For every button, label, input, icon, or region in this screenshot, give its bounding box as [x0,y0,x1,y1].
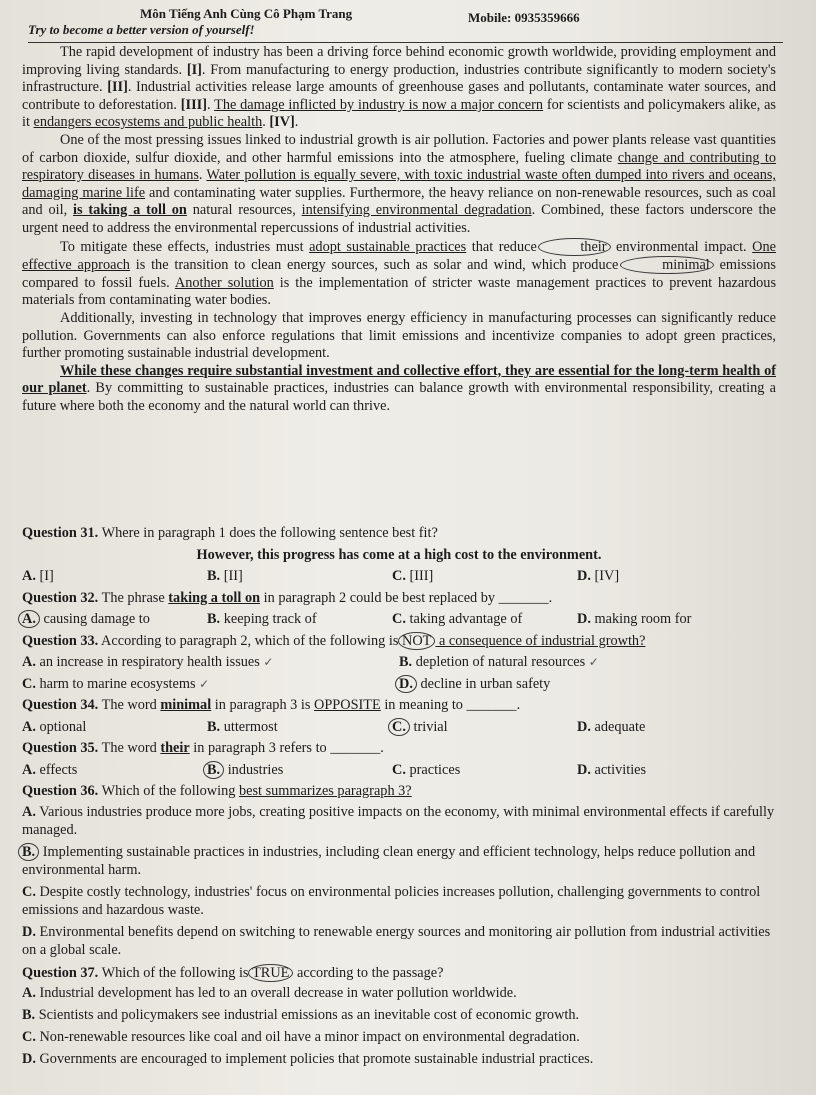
option-d[interactable]: D. Governments are encouraged to implement policies that promote sustainable industrial practices. [22,1051,594,1067]
question-31: Question 31. Where in paragraph 1 does the following sentence best fit? However, this progress has come at a high cost to the environment. A. [I] B. [II] C. [III] D. [IV] [22,523,776,588]
option-b[interactable]: B. [II] [207,568,243,584]
header-divider [28,42,783,43]
option-d[interactable]: D. Environmental benefits depend on switching to renewable energy sources and monitoring air pollution from industrial activities on a global scale. [22,923,771,958]
option-b[interactable]: B. Implementing sustainable practices in industries, including clean energy and efficient technology, helps reduce pollution and environmental harm. [22,843,776,879]
option-c[interactable]: C. Non-renewable resources like coal and oil have a minor impact on environmental degradation. [22,1029,580,1045]
option-b[interactable]: B. keeping track of [207,611,317,627]
question-35: Question 35. The word their in paragraph 3 refers to _______. A. effects B. industries C. practices D. activities [22,738,776,781]
option-a[interactable]: A. Industrial development has led to an overall decrease in water pollution worldwide. [22,985,517,1001]
option-c[interactable]: C. practices [392,761,461,778]
teacher-name: Môn Tiếng Anh Cùng Cô Phạm Trang [140,6,353,21]
check-mark-icon: ✓ [263,655,274,669]
option-b[interactable]: B. Scientists and policymakers see industrial emissions as an inevitable cost of economic growth. [22,1007,580,1023]
question-33: Question 33. According to paragraph 2, which of the following is NOT a consequence of industrial growth? A. an increase in respiratory health issues ✓ B. depletion of natural resources ✓ C. harm to marine ecosystems ✓ D. decline in urban safety [22,631,776,696]
option-c[interactable]: C. [III] [392,568,434,584]
paragraph-2: One of the most pressing issues linked to industrial growth is air pollution. Factories and power plants release vast quantities of carbon dioxide, sulfur dioxide, and other harmful emissions into the atmosphere, fueling climate change and contributing to respiratory diseases in humans. Water pollution is equally severe, with toxic industrial waste often dumped into rivers and oceans, damaging marine life and contaminating water supplies. Furthermore, the heavy reliance on non-renewable resources, such as coal and oil, is taking a toll on natural resources, intensifying environmental degradation. Combined, these factors underscore the urgent need to address the environmental repercussions of industrial activities. [22,131,777,236]
question-32: Question 32. The phrase taking a toll on in paragraph 2 could be best replaced by _______. A. causing damage to B. keeping track of C. taking advantage of D. making room for [22,588,776,631]
paragraph-4: Additionally, investing in technology that improves energy efficiency in manufacturing processes can significantly reduce pollution. Governments can also enforce regulations that limit emissions and incentivize companies to adopt green practices, further promoting sustainable industrial development. [22,309,776,362]
option-a[interactable]: A. an increase in respiratory health issues ✓ [22,654,274,670]
marker-2: [II] [107,79,128,96]
paragraph-1: The rapid development of industry has been a driving force behind economic growth worldwide, providing employment and improving living standards. [I]. From manufacturing to energy production, industries contribute significantly to modern society's infrastructure. [II]. Industrial activities release large amounts of greenhouse gases and pollutants, contaminate water sources, and contribute to deforestation. [III]. The damage inflicted by industry is now a major concern for scientists and policymakers alike, as it endangers ecosystems and public health. [IV]. [22,44,776,131]
option-a[interactable]: A. [I] [22,568,54,584]
option-a[interactable]: A. optional [22,718,87,735]
option-c[interactable]: C. harm to marine ecosystems ✓ [22,675,210,692]
insert-sentence: However, this progress has come at a high cost to the environment. [196,546,602,563]
paragraph-5: While these changes require substantial investment and collective effort, they are essential for the long-term health of our planet. By committing to sustainable practices, industries can balance growth with environmental responsibility, creating a future where both the economy and the natural world can thrive. [22,362,776,414]
option-a[interactable]: A. causing damage to [22,609,207,631]
check-mark-icon: ✓ [588,655,599,669]
check-mark-icon: ✓ [199,676,210,691]
option-d[interactable]: D. [IV] [577,568,620,584]
option-c[interactable]: C. Despite costly technology, industries' focus on environmental policies increases pollution, challenging governments to control emissions and hazardous waste. [22,883,761,918]
option-d[interactable]: D. adequate [577,718,646,735]
phrase-taking-a-toll: is taking a toll on [72,202,187,219]
slogan: Try to become a better version of yourself! [28,22,255,37]
option-d[interactable]: D. activities [577,761,647,778]
mobile-number: Mobile: 0935359666 [468,10,580,25]
option-a[interactable]: A. Various industries produce more jobs, creating positive impacts on the economy, with minimal environmental effects if carefully managed. [22,803,775,838]
word-their: their [538,238,610,256]
option-b[interactable]: B. uttermost [207,718,278,735]
question-36: Question 36. Which of the following best summarizes paragraph 3? A. Various industries produce more jobs, creating positive impacts on the economy, with minimal environmental effects if carefully managed. B. Implementing sustainable practices in industries, including clean energy and efficient technology, helps reduce pollution and environmental harm. C. Despite costly technology, industries' focus on environmental policies increases pollution, challenging governments to control emissions and hazardous waste. D. Environmental benefits depend on switching to renewable energy sources and monitoring air pollution from industrial activities on a global scale. [22,781,776,959]
option-c[interactable]: C. trivial [392,717,577,739]
option-b[interactable]: B. industries [207,760,392,782]
marker-1: [I] [186,61,202,78]
word-minimal: minimal [620,256,714,274]
page-header [28,4,788,44]
option-b[interactable]: B. depletion of natural resources ✓ [399,654,599,670]
marker-4: [IV] [269,114,295,131]
option-c[interactable]: C. taking advantage of [392,611,523,627]
marker-3: [III] [180,96,207,113]
reading-passage [22,44,776,415]
option-a[interactable]: A. effects [22,761,78,778]
question-34: Question 34. The word minimal in paragraph 3 is OPPOSITE in meaning to _______. A. optional B. uttermost C. trivial D. adequate [22,695,776,738]
paragraph-3: To mitigate these effects, industries must adopt sustainable practices that reduce their environmental impact. One effective approach is the transition to clean energy sources, such as solar and wind, which produce minimal emissions compared to fossil fuels. Another solution is the implementation of stricter waste management practices to prevent hazardous materials from contaminating water bodies. [22,238,777,309]
option-d[interactable]: D. decline in urban safety [399,674,776,696]
option-d[interactable]: D. making room for [577,611,692,627]
question-list [22,523,776,1072]
question-37: Question 37. Which of the following is TRUE according to the passage? A. Industrial development has led to an overall decrease in water pollution worldwide. B. Scientists and policymakers see industrial emissions as an inevitable cost of economic growth. C. Non-renewable resources like coal and oil have a minor impact on environmental degradation. D. Governments are encouraged to implement policies that promote sustainable industrial practices. [22,963,776,1069]
